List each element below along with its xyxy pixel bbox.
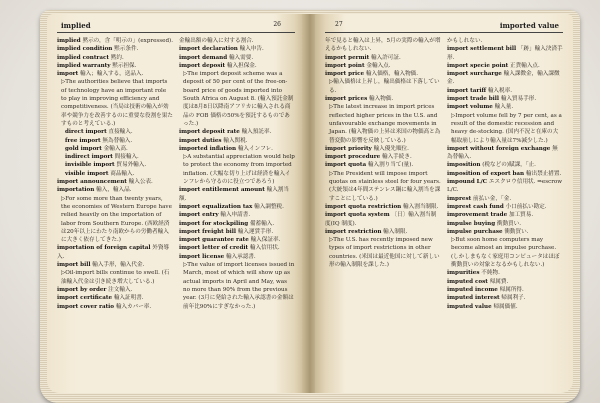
dictionary-entry	[57, 294, 173, 302]
example-sentence	[325, 103, 441, 144]
headword: impulse buying	[447, 220, 496, 227]
definition-text: 注文輸入.	[108, 286, 133, 293]
definition-text: 小口前払い勘定.	[505, 203, 547, 210]
dictionary-entry	[325, 203, 441, 211]
definition-text: 黙示条件.	[114, 46, 139, 53]
dictionary-entry	[447, 269, 563, 277]
definition-text: 輸入関税.	[223, 137, 248, 144]
headword: impound L/C	[447, 179, 488, 186]
definition-text: 輸入割当制限.	[403, 203, 439, 210]
headword: import for stockpiling	[179, 220, 249, 227]
example-sentence	[57, 195, 173, 245]
headword: import by order	[57, 286, 107, 293]
definition-text: 輸入貿易手形.	[500, 96, 537, 103]
definition-text: 輸入インフレ.	[237, 145, 273, 152]
dictionary-entry	[447, 178, 563, 195]
dictionary-entry	[325, 145, 441, 153]
dictionary-entry	[179, 186, 295, 203]
headword: imported inflation	[179, 145, 237, 152]
headword: import guarantee rate	[179, 237, 249, 244]
headword: implied contract	[57, 54, 109, 61]
definition-text: 輸入カバー率.	[115, 303, 152, 310]
headword: imprest	[447, 195, 472, 202]
dictionary-entry	[179, 145, 295, 153]
dictionary-entry	[179, 45, 295, 53]
definition-text: 黙示担保.	[112, 62, 137, 69]
dictionary-entry	[447, 195, 563, 203]
definition-text: 輸入割り当て(量).	[367, 162, 414, 169]
headword: import deposit	[179, 62, 226, 69]
definition-text: 輸入物価.	[369, 96, 394, 103]
right-page-number: 27	[335, 21, 343, 28]
headword: import restriction	[325, 228, 382, 235]
dictionary-entry	[325, 37, 441, 54]
headword: impurities	[447, 270, 480, 277]
definition-text: 備蓄輸入.	[250, 220, 275, 227]
headword: gold import	[65, 145, 102, 152]
dictionary-entry	[57, 37, 173, 45]
dictionary-entry	[447, 203, 563, 211]
dictionary-entry	[447, 87, 563, 95]
dictionary-entry	[179, 128, 295, 136]
definition-text: 輸入申告.	[239, 46, 264, 53]
right-column-1	[325, 37, 441, 389]
left-header-word: implied	[61, 21, 91, 30]
headword: import deposit rate	[179, 129, 240, 136]
dictionary-entry	[447, 45, 563, 62]
headword: import permit	[325, 54, 370, 61]
definition-text: 輸入制限.	[383, 228, 408, 235]
definition-text: 輸入，輸入品.	[96, 187, 132, 194]
headword: impulse purchase	[447, 228, 503, 235]
dictionary-entry	[325, 153, 441, 161]
dictionary-entry	[57, 286, 173, 294]
example-sentence	[447, 112, 563, 145]
definition-text: 黙示の，含「明示の」(expressed).	[82, 38, 173, 44]
dictionary-entry	[325, 70, 441, 78]
dictionary-entry	[447, 286, 563, 294]
headword: imprest cash fund	[447, 203, 504, 210]
definition-text: 輸入調整税.	[254, 203, 284, 210]
definition-text: 貿易外輸入.	[116, 162, 147, 169]
dictionary-entry	[447, 170, 563, 178]
dictionary-entry	[179, 203, 295, 211]
headword: import cover ratio	[57, 303, 115, 310]
headword: import letter of credit	[179, 245, 249, 252]
definition-text: 衝動買い.	[496, 220, 522, 227]
headword: import trade bill	[447, 96, 500, 103]
headword: import without foreign exchange	[447, 145, 551, 152]
headword: import procedure	[325, 154, 381, 161]
definition-text: 帰属所得.	[499, 286, 524, 293]
left-columns	[57, 37, 295, 389]
definition-text: 帰属価値.	[493, 303, 518, 310]
left-column-2	[179, 37, 295, 389]
definition-text: ▷The President will impose import quotas on stainless steel for four years. (大統領は4年間ステンレス鋼に輸入割当を課すことにしている.)	[329, 170, 441, 202]
definition-text: 輸入運賃手形.	[237, 228, 274, 235]
dictionary-entry	[57, 137, 173, 145]
definition-text: ▷The latest increase in import prices reflected higher prices in the U.S. and unfavourable exchange movements in Japan. (輸入物価の上昇は米国の物価高と為替変動の影響を反映している.)	[329, 104, 441, 144]
headword: import settlement bill	[447, 46, 517, 53]
dictionary-entry	[179, 137, 295, 145]
dictionary-entry	[179, 244, 295, 252]
example-sentence	[325, 236, 441, 269]
dictionary-entry	[57, 178, 173, 186]
definition-text: 金輸入高.	[103, 145, 128, 152]
definition-text: 輸入；輸入する，送品入.	[80, 71, 144, 78]
headword: import quota restriction	[325, 203, 402, 210]
dictionary-entry	[57, 145, 173, 153]
definition-text: ▷For some more than twenty years, the economies of Western Europe have relied heavily on the importation of labor from Southern Europe. (西欧経済は20年以上にわたり南欧からの労働者輸入に大きく依存してきた.)	[61, 195, 172, 244]
example-sentence	[179, 70, 295, 128]
headword: imputed cost	[447, 278, 488, 285]
headword: imputed value	[447, 303, 492, 310]
left-page-number: 26	[273, 21, 281, 28]
definition-text: 輸入課徴金，輸入課徴金.	[447, 71, 560, 86]
dictionary-entry	[447, 278, 563, 286]
headword: import quota system	[325, 212, 390, 219]
definition-text: 「跡」輸入決済手形.	[447, 46, 563, 61]
headword: implied	[57, 38, 81, 44]
headword: import specie point	[447, 62, 509, 69]
definition-text: ▷A substantial appreciation would help to protect the economy from imported inflation. (大幅な切り上げは経済を輸入インフレから守るのに役立つであろう)	[183, 154, 295, 186]
definition-text: (税などの)賦課，「止.	[482, 162, 536, 169]
right-running-header	[325, 20, 563, 33]
example-sentence	[57, 78, 173, 128]
dictionary-entry	[57, 45, 173, 53]
dictionary-entry	[179, 236, 295, 244]
dictionary-entry	[325, 95, 441, 103]
headword: imposition of export ban	[447, 170, 525, 177]
definition-text: 無為替輸入.	[102, 137, 133, 144]
definition-text: 輸入預託率.	[241, 129, 272, 136]
definition-text: 衝動買い.	[504, 228, 529, 235]
dictionary-entry	[447, 103, 563, 111]
headword: imputed income	[447, 286, 498, 293]
definition-text: 輸入量.	[494, 104, 514, 111]
headword: visible import	[65, 170, 109, 177]
definition-text: 輸入承認書.	[225, 253, 256, 260]
definition-text: ▷輸入価格は上昇し，輸出価格は下落している.	[329, 79, 440, 94]
headword: implied warranty	[57, 62, 111, 69]
dictionary-entry	[325, 161, 441, 169]
left-page	[47, 14, 305, 393]
definition-text: 輸入手形，輸入代金.	[92, 262, 145, 269]
dictionary-entry	[447, 95, 563, 103]
definition-text: 〔日〕輸入割当制度(IQ 制度).	[325, 212, 437, 227]
headword: free import	[65, 137, 101, 144]
dictionary-entry	[325, 228, 441, 236]
headword: import surcharge	[447, 71, 502, 78]
definition-text: 帰属費.	[489, 278, 509, 285]
headword: import priority	[325, 145, 372, 152]
dictionary-entry	[447, 70, 563, 87]
definition-text: 輸入税率.	[487, 87, 512, 94]
headword: import duties	[179, 137, 222, 144]
headword: import announcement	[57, 179, 127, 186]
definition-text: 前払い金，「金.	[472, 195, 512, 202]
definition-text: 不純物.	[481, 270, 500, 277]
definition-text: エスクロウ信用状. ⇒escrow L/C.	[447, 179, 563, 194]
example-sentence	[57, 269, 173, 286]
headword: improvement trade	[447, 212, 508, 219]
definition-text: 直接輸入.	[108, 129, 133, 136]
dictionary-entry	[57, 54, 173, 62]
dictionary-entry	[179, 228, 295, 236]
dictionary-entry	[447, 211, 563, 219]
definition-text: 帰属利子.	[501, 295, 526, 302]
headword: import point	[325, 62, 365, 69]
headword: import demand	[179, 54, 228, 61]
example-sentence	[179, 153, 295, 186]
headword: import	[57, 71, 79, 78]
definition-text: 輸入優先順位.	[373, 145, 409, 152]
definition-text: 輸入価格，輸入物価.	[365, 71, 419, 78]
headword: import bill	[57, 262, 91, 269]
definition-text: 黙約.	[110, 54, 124, 61]
definition-text: 輸入担保金.	[226, 62, 257, 69]
dictionary-entry	[57, 303, 173, 311]
definition-text: 外資導入.	[57, 245, 170, 260]
definition-text: 輸入需要.	[228, 54, 254, 61]
headword: import entry	[179, 212, 219, 219]
example-sentence	[325, 78, 441, 95]
right-column-2	[447, 37, 563, 389]
headword: importation	[57, 187, 95, 194]
dictionary-entry	[325, 62, 441, 70]
dictionary-entry	[57, 261, 173, 269]
dictionary-entry	[447, 294, 563, 302]
dictionary-entry	[57, 62, 173, 70]
dictionary-entry	[179, 37, 295, 45]
dictionary-entry	[325, 54, 441, 62]
headword: import quota	[325, 162, 367, 169]
dictionary-entry	[179, 54, 295, 62]
definition-text: 年で見ると輸入は上昇，5月の実際の輸入が増えるかもしれない.	[325, 38, 441, 53]
dictionary-entry	[447, 161, 563, 169]
headword: import freight bill	[179, 228, 236, 235]
headword: import license	[179, 253, 225, 260]
dictionary-entry	[57, 244, 173, 261]
headword: imputed interest	[447, 295, 500, 302]
dictionary-entry	[447, 303, 563, 311]
definition-text: ▷Oil-import bills continue to swell. (石油輸入代金は引き続き増大している.)	[61, 270, 170, 285]
dictionary-entry	[57, 170, 173, 178]
headword: import equalization tax	[179, 203, 253, 210]
dictionary-entry	[179, 211, 295, 219]
dictionary-entry	[447, 62, 563, 70]
example-sentence	[179, 261, 295, 311]
definition-text: 商品輸入.	[110, 170, 135, 177]
definition-text: ▷The import deposit scheme was a deposit of 50 per cent of the free-on-board price of goods imported into South Africa on August 8. (輸入預託金制度は8月8日以降南アフリカに輸入される商品の FOB 価格の50%を預託するものであった.)	[183, 71, 294, 127]
definition-text: 加工貿易.	[508, 212, 534, 219]
left-running-header	[57, 20, 295, 33]
example-sentence	[325, 170, 441, 203]
headword: import certificate	[57, 295, 113, 302]
dictionary-entry	[57, 153, 173, 161]
definition-text: ▷The U.S. has recently imposed new types of import restrictions in other countries. (米国は最近他国に対して新しい形の輸入制限を課した.)	[329, 237, 440, 269]
headword: direct import	[65, 129, 107, 136]
definition-text: ▷Import volume fell by 7 per cent, as a result of the domestic recession and heavy de-stocking. (国内不況と在庫の大幅取崩しにより輸入量は7%減少した.)	[451, 112, 562, 144]
definition-text: 輸出禁止措置.	[525, 170, 562, 177]
definition-text: 輸入保証率.	[250, 237, 281, 244]
dictionary-entry	[447, 37, 563, 45]
headword: indirect import	[65, 154, 113, 161]
definition-text: 輸入申請書.	[220, 212, 251, 219]
definition-text: 輸入割当額.	[179, 187, 290, 202]
definition-text: 輸入手続き.	[381, 154, 412, 161]
open-dictionary	[40, 4, 580, 403]
dictionary-entry	[179, 220, 295, 228]
dictionary-entry	[447, 145, 563, 162]
dictionary-entry	[57, 128, 173, 136]
headword: implied condition	[57, 46, 113, 53]
dictionary-entry	[57, 70, 173, 78]
dictionary-entry	[179, 253, 295, 261]
right-page	[315, 14, 573, 393]
left-column-1	[57, 37, 173, 389]
definition-text: 輸入許可証.	[371, 54, 401, 61]
headword: invisible import	[65, 162, 115, 169]
headword: import tariff	[447, 87, 487, 94]
definition-text: 無為替輸入.	[447, 145, 558, 161]
definition-text: ▷The value of import licenses issued in March, most of which will show up as actual imports in April and May, was no more than 90% from the previous year. (3月に発給された輸入承認書の金額は前年比90%にすぎなかった.)	[183, 262, 295, 310]
definition-text: 金輸入点.	[366, 62, 391, 69]
definition-text: 輸入証明書.	[113, 295, 144, 302]
dictionary-entry	[325, 211, 441, 228]
dictionary-entry	[179, 62, 295, 70]
definition-text: 輸入信用状.	[249, 245, 280, 252]
dictionary-entry	[57, 186, 173, 194]
right-header-word: imported value	[499, 21, 559, 30]
definition-text: 金輸出額の輸入に対する割合.	[179, 38, 254, 44]
definition-text: かもしれない.	[447, 38, 483, 44]
dictionary-entry	[447, 228, 563, 236]
headword: import price	[325, 71, 365, 78]
definition-text: ▷But soon home computers may become almost an impulse purchase. (しかしまもなく家庭用コンピュータはほぼ衝動買いの対象となるかもしれない.)	[451, 237, 560, 269]
dictionary-entry	[57, 161, 173, 169]
example-sentence	[447, 236, 563, 269]
definition-text: 間接輸入.	[114, 154, 139, 161]
headword: import volume	[447, 104, 493, 111]
headword: import entitlement amount	[179, 187, 265, 194]
headword: importation of foreign capital	[57, 245, 151, 252]
definition-text: 輸入公表.	[128, 179, 153, 186]
headword: import declaration	[179, 46, 238, 53]
definition-text: 正貨輸入点.	[510, 62, 540, 69]
right-columns	[325, 37, 563, 389]
headword: import prices	[325, 96, 368, 103]
definition-text: ▷The authorities believe that imports of technology have an important role to play in improving efficiency and competitiveness. (当局は技術の輸入が効率や競争力を改善するのに重要な役割を果たすものと考えている.)	[61, 79, 173, 127]
dictionary-entry	[447, 220, 563, 228]
headword: imposition	[447, 162, 481, 169]
